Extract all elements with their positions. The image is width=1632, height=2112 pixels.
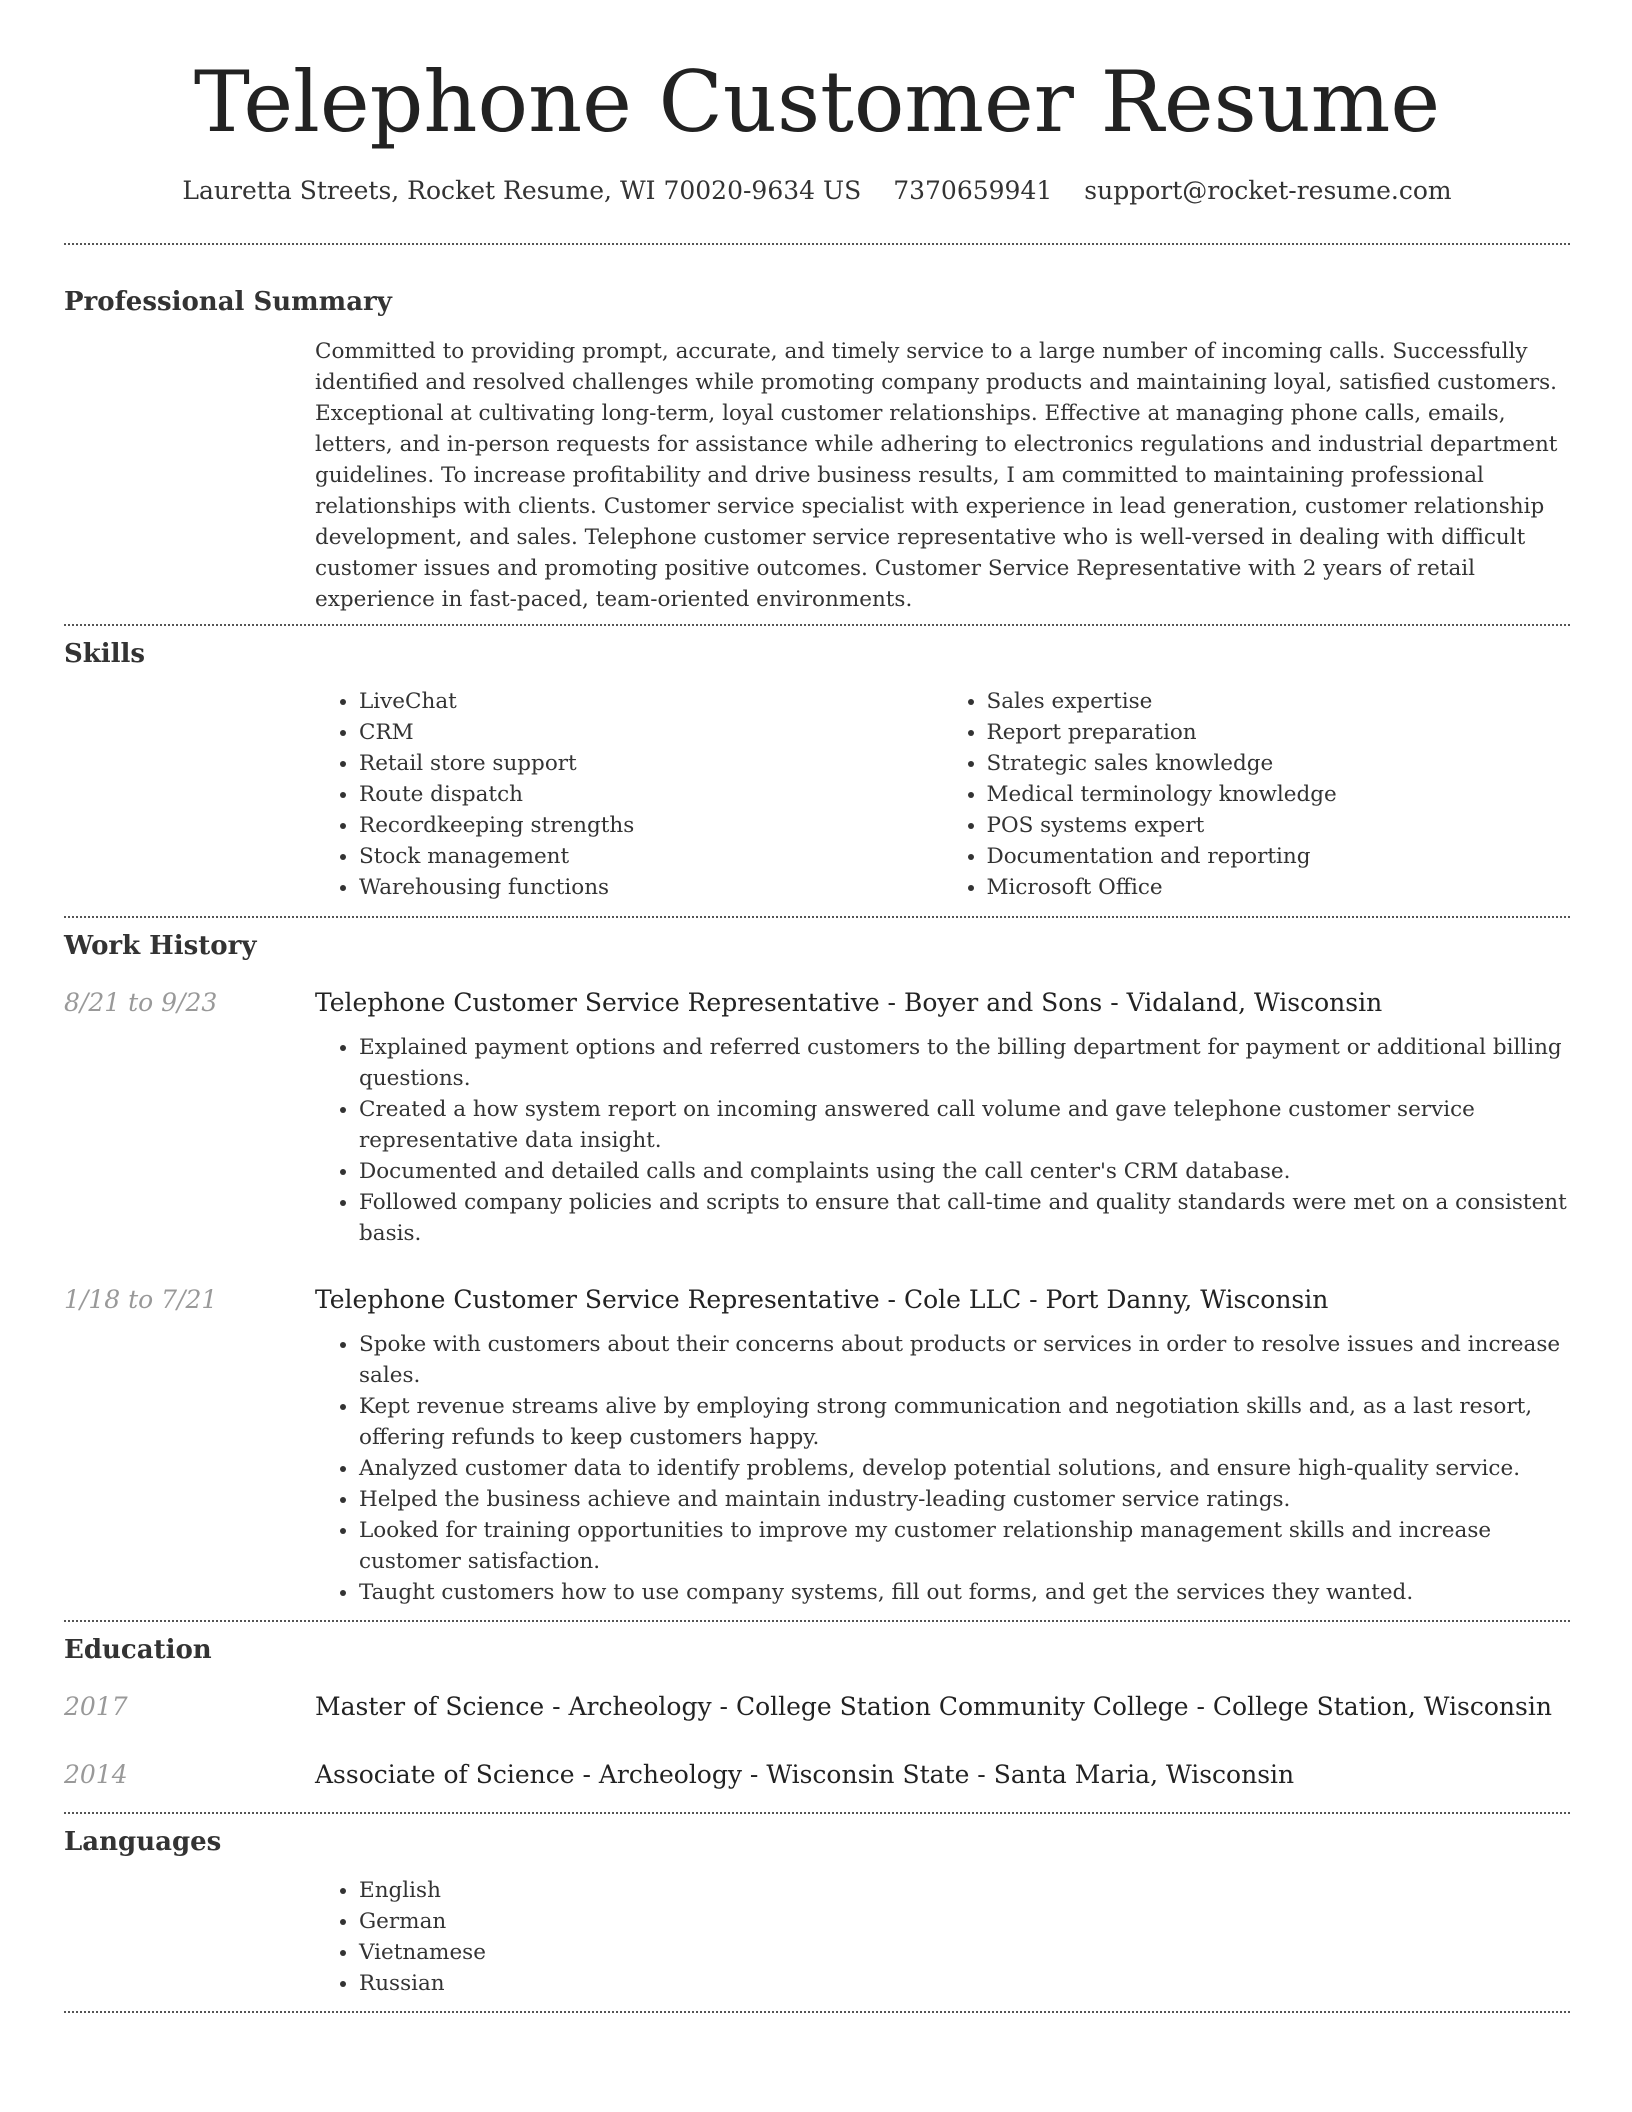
job-date: 1/18 to 7/21: [64, 1285, 218, 1314]
skill-item: • Sales expertise: [987, 686, 1571, 717]
language-item: • Russian: [359, 1968, 1570, 1999]
skill-item: • CRM: [359, 717, 943, 748]
languages-list: [315, 1875, 1570, 1999]
job-bullets: [315, 1032, 1570, 1249]
language-item: • English: [359, 1875, 1570, 1906]
skill-item: • POS systems expert: [987, 810, 1571, 841]
skill-item: • Route dispatch: [359, 779, 943, 810]
education-date: 2014: [64, 1760, 128, 1789]
section-divider: [64, 243, 1570, 245]
skill-item: • Strategic sales knowledge: [987, 748, 1571, 779]
education-entry: [64, 1690, 1570, 1724]
summary-section: [64, 285, 1570, 615]
job-entry: [64, 986, 1570, 1249]
email: support@rocket-resume.com: [1084, 176, 1452, 205]
education-date: 2017: [64, 1692, 128, 1721]
section-divider: [64, 624, 1570, 626]
job-bullet: • Helped the business achieve and maintain industry-leading customer service ratings.: [359, 1484, 1570, 1515]
job-bullet: • Analyzed customer data to identify problems, develop potential solutions, and ensure high-quality service.: [359, 1453, 1570, 1484]
skill-item: • Documentation and reporting: [987, 841, 1571, 872]
skills-list-right: [943, 686, 1571, 903]
education-section: [64, 1633, 1570, 1792]
education-degree: Master of Science - Archeology - College Station Community College - College Station, Wisconsin: [315, 1692, 1552, 1721]
phone: 7370659941: [893, 176, 1053, 205]
education-entry: [64, 1758, 1570, 1792]
skill-item: • Report preparation: [987, 717, 1571, 748]
address: Lauretta Streets, Rocket Resume, WI 70020-9634 US: [182, 176, 862, 205]
skill-item: • Retail store support: [359, 748, 943, 779]
job-bullets: [315, 1329, 1570, 1608]
section-divider: [64, 2011, 1570, 2013]
job-bullet: • Looked for training opportunities to improve my customer relationship management skills and increase customer satisfaction.: [359, 1515, 1570, 1577]
job-bullet: • Followed company policies and scripts to ensure that call-time and quality standards were met on a consistent basis.: [359, 1187, 1570, 1249]
summary-heading: Professional Summary: [64, 287, 392, 317]
education-degree: Associate of Science - Archeology - Wisconsin State - Santa Maria, Wisconsin: [315, 1760, 1295, 1789]
job-bullet: • Documented and detailed calls and complaints using the call center's CRM database.: [359, 1156, 1570, 1187]
job-bullet: • Explained payment options and referred customers to the billing department for payment or additional billing questions.: [359, 1032, 1570, 1094]
job-bullet: • Kept revenue streams alive by employing strong communication and negotiation skills and, as a last resort, offering refunds to keep customers happy.: [359, 1391, 1570, 1453]
skill-item: • Medical terminology knowledge: [987, 779, 1571, 810]
job-bullet: • Spoke with customers about their concerns about products or services in order to resolve issues and increase sales.: [359, 1329, 1570, 1391]
skills-list-left: [315, 686, 943, 903]
section-divider: [64, 1620, 1570, 1622]
skills-section: [64, 637, 1570, 903]
job-bullet: • Created a how system report on incoming answered call volume and gave telephone customer service representative data insight.: [359, 1094, 1570, 1156]
summary-text: Committed to providing prompt, accurate, and timely service to a large number of incoming calls. Successfully identified and resolved challenges while promoting company products and maintaining loyal, satisfied customers. Exceptional at cultivating long-term, loyal customer relationships. Effective at managing phone calls, emails, letters, and in-person requests for assistance while adhering to electronics regulations and industrial department guidelines. To increase profitability and drive business results, I am committed to maintaining professional relationships with clients. Customer service specialist with experience in lead generation, customer relationship development, and sales. Telephone customer service representative who is well-versed in dealing with difficult customer issues and promoting positive outcomes. Customer Service Representative with 2 years of retail experience in fast-paced, team-oriented environments.: [315, 339, 1558, 612]
job-entry: [64, 1283, 1570, 1608]
skill-item: • Warehousing functions: [359, 872, 943, 903]
job-bullet: • Taught customers how to use company systems, fill out forms, and get the services they wanted.: [359, 1577, 1570, 1608]
resume-page: [64, 0, 1570, 2013]
job-date: 8/21 to 9/23: [64, 988, 218, 1017]
skill-item: • LiveChat: [359, 686, 943, 717]
work-section: [64, 929, 1570, 1608]
language-item: • German: [359, 1906, 1570, 1937]
contact-line: [64, 174, 1570, 208]
skill-item: • Recordkeeping strengths: [359, 810, 943, 841]
skills-heading: Skills: [64, 639, 146, 669]
job-title: Telephone Customer Service Representative - Boyer and Sons - Vidaland, Wisconsin: [315, 988, 1383, 1017]
work-heading: Work History: [64, 931, 257, 961]
job-title: Telephone Customer Service Representative - Cole LLC - Port Danny, Wisconsin: [315, 1285, 1329, 1314]
education-heading: Education: [64, 1635, 212, 1665]
languages-heading: Languages: [64, 1827, 222, 1857]
languages-section: [64, 1825, 1570, 1999]
section-divider: [64, 1812, 1570, 1814]
section-divider: [64, 916, 1570, 918]
resume-title: Telephone Customer Resume: [193, 53, 1441, 151]
language-item: • Vietnamese: [359, 1937, 1570, 1968]
skill-item: • Stock management: [359, 841, 943, 872]
skill-item: • Microsoft Office: [987, 872, 1571, 903]
